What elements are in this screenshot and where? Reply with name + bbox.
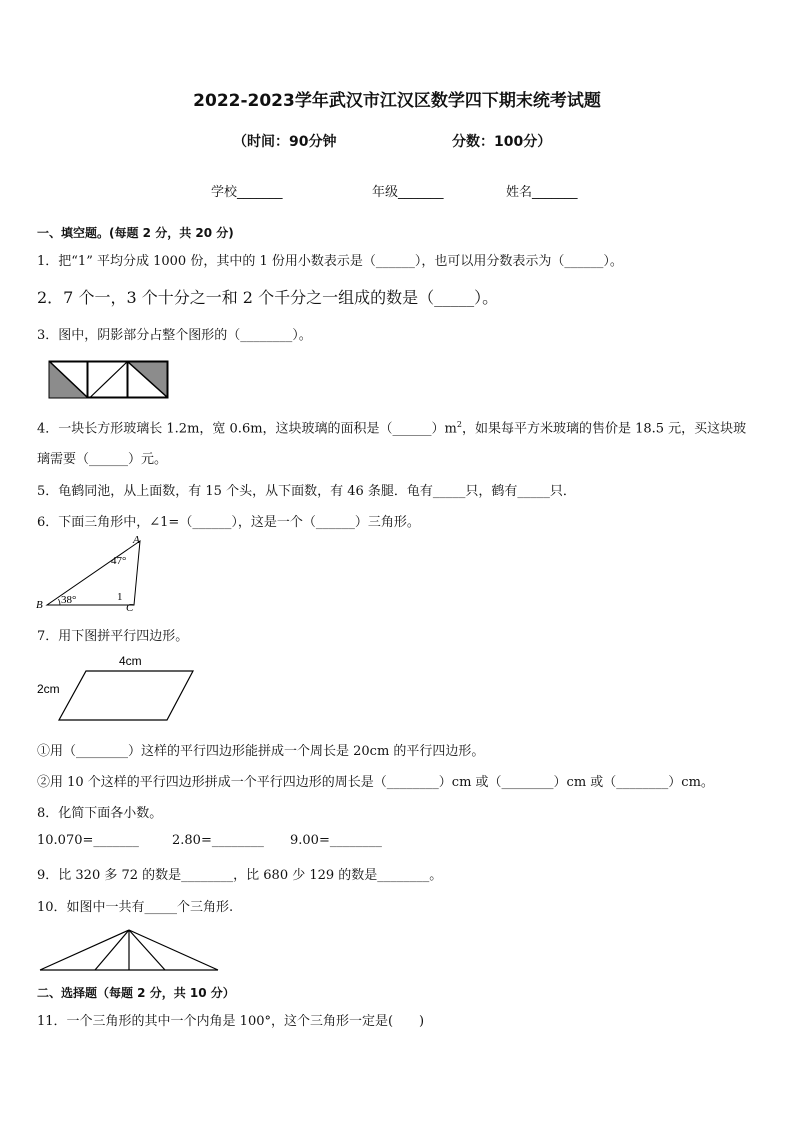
angle-a-label: 47°	[111, 555, 127, 567]
section-1-heading: 一、填空题。(每题 2 分，共 20 分)	[37, 226, 234, 240]
q10-triangle-figure	[36, 926, 222, 974]
angle-1-label: 1	[117, 591, 123, 603]
question-7-2: ②用 10 个这样的平行四边形拼成一个平行四边形的周长是（________）cm 或（________）cm 或（________）cm。	[37, 775, 714, 790]
vertex-a-label: A	[133, 534, 140, 546]
exam-score: 分数：100分）	[452, 134, 552, 150]
angle-b-label: 38°	[61, 594, 77, 606]
question-9: 9．比 320 多 72 的数是________，比 680 少 129 的数是________。	[37, 868, 443, 883]
top-length-label: 4cm	[119, 654, 142, 668]
question-7-1: ①用（________）这样的平行四边形能拼成一个周长是 20cm 的平行四边形。	[37, 744, 485, 759]
grade-field: 年级_______	[372, 185, 444, 200]
name-field: 姓名_______	[506, 185, 578, 200]
section-2-heading: 二、选择题（每题 2 分，共 10 分）	[37, 986, 235, 1000]
question-8: 8．化简下面各小数。	[37, 806, 163, 821]
question-8-c: 9.00=________	[290, 833, 382, 848]
question-8-b: 2.80=________	[172, 833, 264, 848]
vertex-b-label: B	[36, 599, 43, 611]
question-4: 4．一块长方形玻璃长 1.2m，宽 0.6m，这块玻璃的面积是$(\_\_\_\_\_\_)m^2$，如果每平方米玻璃的售价是 18.5 元，买这块玻璃需要（______）元。	[37, 420, 747, 468]
school-field: 学校_______	[211, 185, 283, 200]
q6-triangle-figure	[34, 533, 149, 613]
side-length-label: 2cm	[37, 682, 60, 696]
question-5: 5．龟鹤同池，从上面数，有 15 个头，从下面数，有 46 条腿．龟有_____只，鹤有_____只．	[37, 484, 576, 499]
question-2: 2．7 个一，3 个十分之一和 2 个千分之一组成的数是（_____）。	[37, 288, 499, 307]
q3-shaded-figure	[48, 360, 170, 400]
vertex-c-label: C	[126, 602, 134, 613]
q7-parallelogram-figure	[34, 652, 204, 724]
question-1: 1．把“1” 平均分成 1000 份，其中的 1 份用小数表示是（______），也可以用分数表示为（______）。	[37, 254, 623, 269]
question-7: 7．用下图拼平行四边形。	[37, 629, 189, 644]
question-11: 11．一个三角形的其中一个内角是 100°，这个三角形一定是( )	[37, 1014, 425, 1029]
question-6: 6．下面三角形中，∠1=（______），这是一个（______）三角形。	[37, 515, 420, 530]
page-title: 2022-2023学年武汉市江汉区数学四下期末统考试题	[193, 91, 601, 111]
question-3: 3．图中，阴影部分占整个图形的（________）。	[37, 328, 312, 343]
question-8-a: 10.070=_______	[37, 833, 139, 848]
question-10: 10．如图中一共有_____个三角形.	[37, 900, 234, 915]
exam-time: （时间：90分钟	[233, 134, 337, 150]
